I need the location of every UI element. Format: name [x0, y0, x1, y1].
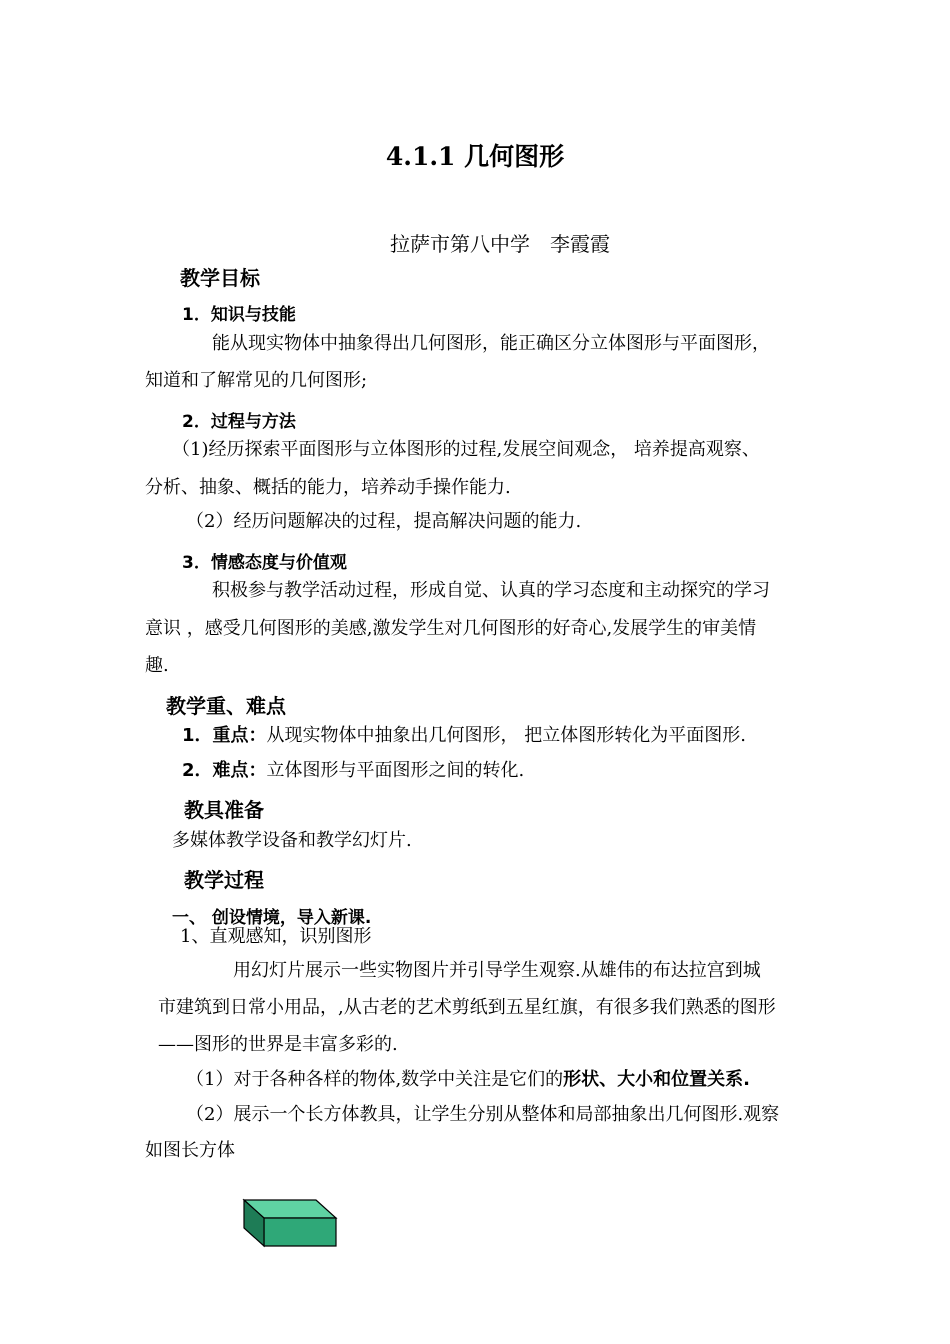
intro-paragraph-line3: ——图形的世界是丰富多彩的. [158, 1034, 398, 1055]
section-one-heading: 一、 创设情境，导入新课. [172, 908, 372, 928]
item-one-emphasis: 形状、大小和位置关系. [563, 1069, 751, 1090]
process-text-p1-line1: （1)经历探索平面图形与立体图形的过程,发展空间观念， 培养提高观察、 [172, 439, 760, 460]
cuboid-front-face [264, 1218, 336, 1246]
emotion-text-line1: 积极参与教学活动过程，形成自觉、认真的学习态度和主动探究的学习 [212, 580, 770, 601]
subsection-one-heading: 1、直观感知，识别图形 [180, 926, 372, 947]
tools-text: 多媒体教学设备和教学幻灯片. [172, 830, 412, 851]
process-method-heading: 2．过程与方法 [182, 412, 296, 432]
emotion-heading: 3．情感态度与价值观 [182, 553, 347, 573]
cuboid-figure [236, 1192, 346, 1252]
intro-paragraph-line1: 用幻灯片展示一些实物图片并引导学生观察.从雄伟的布达拉宫到城 [233, 960, 761, 981]
process-heading: 教学过程 [184, 868, 264, 892]
knowledge-heading: 1．知识与技能 [182, 305, 296, 325]
item-one-text: （1）对于各种各样的物体,数学中关注是它们的 [186, 1069, 564, 1090]
key-point-line [182, 727, 746, 745]
difficulty-line [182, 762, 524, 780]
key-point-label: 重点： [212, 725, 267, 746]
key-points-heading: 教学重、难点 [166, 694, 286, 718]
knowledge-text-line2: 知道和了解常见的几何图形; [145, 370, 368, 391]
process-text-p2: （2）经历问题解决的过程，提高解决问题的能力. [186, 511, 582, 532]
process-text-p1-line2: 分析、抽象、概括的能力，培养动手操作能力. [145, 477, 511, 498]
key-point-number: 1． [182, 725, 213, 746]
emotion-text-line2: 意识 ，感受几何图形的美感,激发学生对几何图形的好奇心,发展学生的审美情 [145, 618, 757, 639]
author-line: 拉萨市第八中学 李霞霞 [390, 232, 610, 256]
item-two-line1: （2）展示一个长方体教具，让学生分别从整体和局部抽象出几何图形.观察 [186, 1104, 780, 1125]
intro-paragraph-line2: 市建筑到日常小用品，,从古老的艺术剪纸到五星红旗，有很多我们熟悉的图形 [158, 997, 776, 1018]
difficulty-text: 立体图形与平面图形之间的转化. [266, 760, 525, 781]
emotion-text-line3: 趣. [145, 655, 169, 676]
tools-heading: 教具准备 [184, 798, 264, 822]
item-two-line2: 如图长方体 [145, 1140, 235, 1161]
item-one-line [186, 1071, 750, 1089]
difficulty-label: 难点： [212, 760, 267, 781]
key-point-text: 从现实物体中抽象出几何图形， 把立体图形转化为平面图形. [266, 725, 746, 746]
objectives-heading: 教学目标 [180, 266, 260, 290]
knowledge-text-line1: 能从现实物体中抽象得出几何图形，能正确区分立体图形与平面图形， [212, 333, 770, 354]
difficulty-number: 2． [182, 760, 213, 781]
page-title: 4.1.1 几何图形 [385, 142, 565, 171]
